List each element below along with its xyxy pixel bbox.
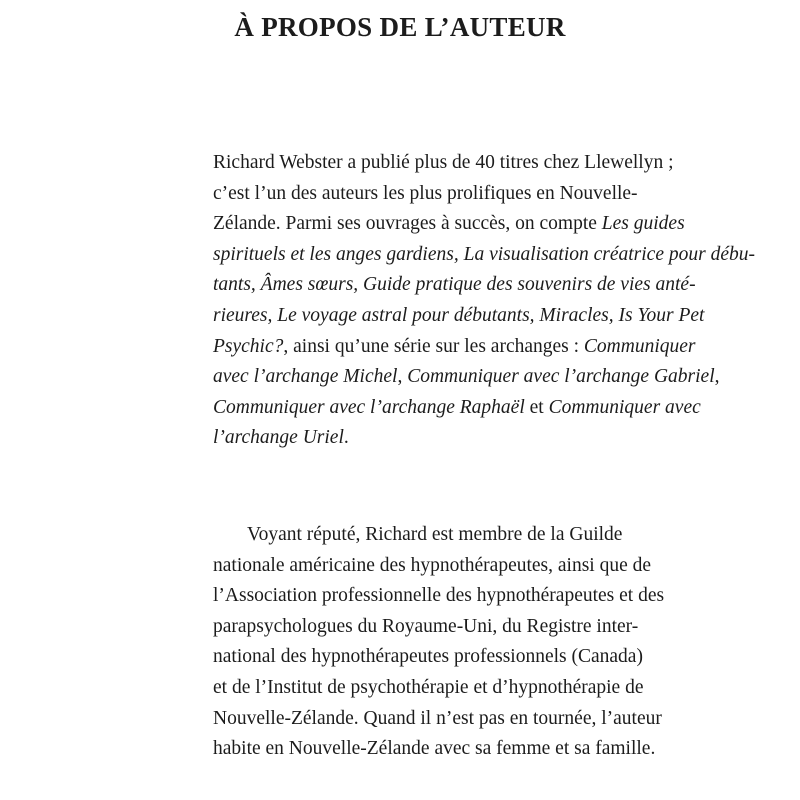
text-line [213,520,623,551]
text-line [213,673,644,704]
text-segment: Zélande. Parmi ses ouvrages à succès, on compte [213,213,602,235]
text-segment: , [714,366,720,388]
paragraph-memberships [213,520,665,765]
text-line [213,148,674,179]
text-line [213,423,597,454]
text-segment: , [397,366,408,388]
text-segment: national des hypnothérapeutes professionnels (Canada) [213,646,643,668]
text-line [213,612,639,643]
text-line [213,270,696,301]
text-line [213,240,755,271]
book-title: avec l’archange Michel [213,366,398,388]
book-title: Communiquer [583,335,696,357]
text-line [213,581,665,612]
text-line [213,393,701,424]
text-line [213,301,705,332]
text-segment: Richard Webster a publié plus de 40 titres chez Llewellyn ; [213,152,674,173]
text-segment: et [524,396,549,418]
book-title: rieures, Le voyage astral pour débutants, Miracles, Is Your Pet [213,304,705,326]
text-line [213,362,720,393]
text-line [213,209,685,240]
text-segment: . [343,427,349,449]
text-line [213,734,656,765]
text-segment: Voyant réputé, Richard est membre de la Guilde [247,524,623,545]
text-segment: Nouvelle-Zélande. Quand il n’est pas en tournée, l’auteur [213,707,662,729]
paragraph-publications [213,148,755,454]
text-segment: l’Association professionnelle des hypnothérapeutes et des [213,585,665,607]
page-title: À PROPOS DE L’AUTEUR [234,12,566,42]
book-title: Communiquer avec [548,396,701,418]
book-title: Les guides [601,213,685,235]
book-title: Communiquer avec l’archange Gabriel [407,366,715,388]
book-title: Communiquer avec l’archange Raphaël [213,396,525,418]
text-segment: nationale américaine des hypnothérapeutes, ainsi que de [213,554,652,576]
text-segment: parapsychologues du Royaume-Uni, du Registre inter- [213,615,639,637]
text-segment: habite en Nouvelle-Zélande avec sa femme et sa famille. [213,738,656,760]
text-line [213,551,652,582]
text-line [213,704,662,735]
text-line [213,642,643,673]
text-segment: , ainsi qu’une série sur les archanges : [283,335,584,357]
text-segment: et de l’Institut de psychothérapie et d’hypnothérapie de [213,676,644,698]
book-title: Psychic? [213,335,284,357]
text-line [213,179,638,210]
text-line [213,332,696,363]
book-title: tants, Âmes sœurs, Guide pratique des souvenirs de vies anté- [213,274,696,296]
book-title: l’archange Uriel [213,427,344,449]
text-segment: c’est l’un des auteurs les plus prolifiques en Nouvelle- [213,182,638,204]
book-title: spirituels et les anges gardiens, La visualisation créatrice pour débu- [213,243,755,265]
